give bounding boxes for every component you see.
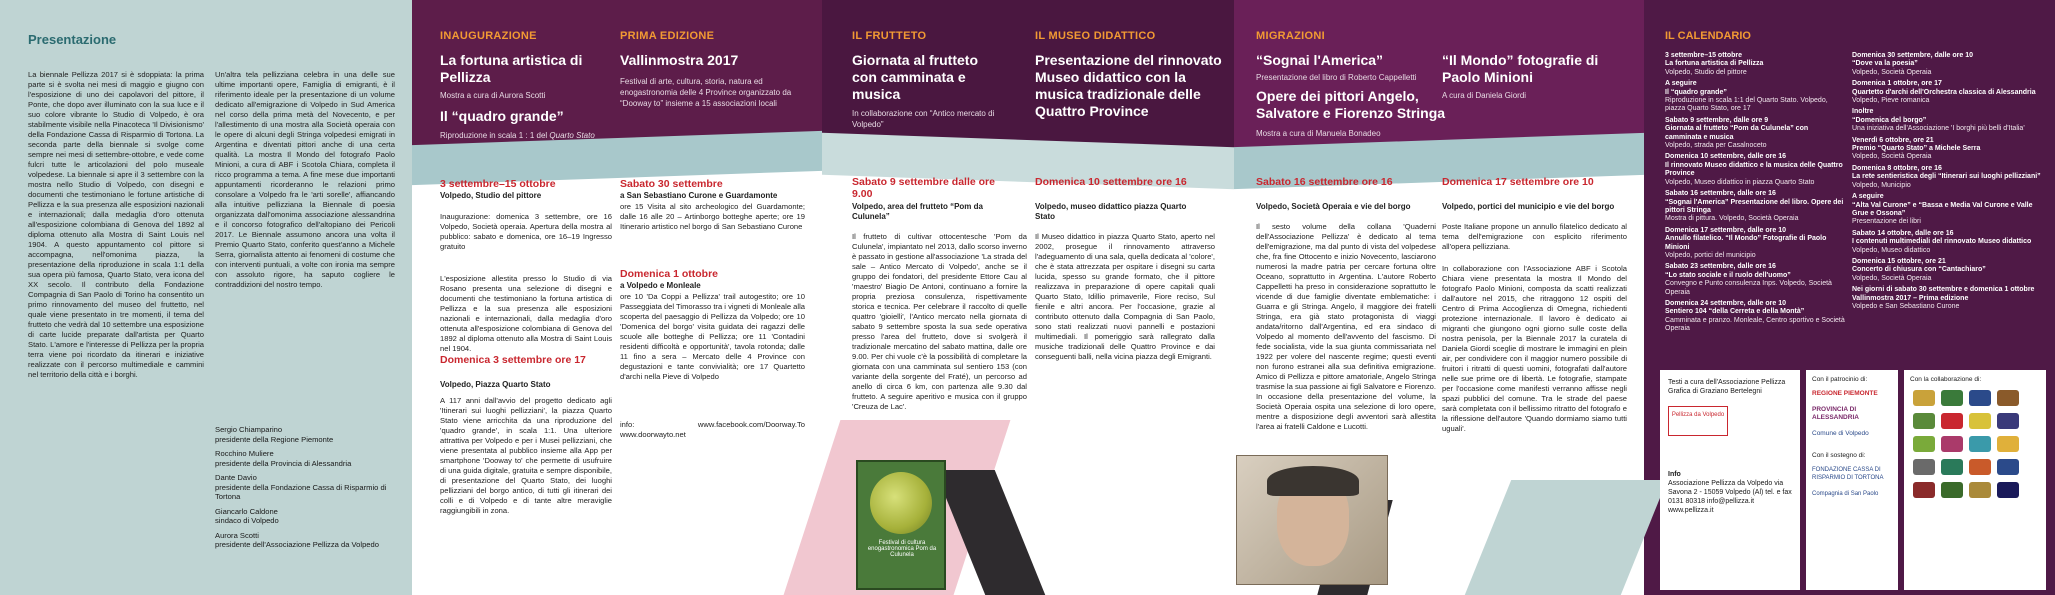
- calendar-entry: [1852, 286, 2042, 311]
- collaborator-logo: [1913, 413, 1935, 429]
- inaugurazione-body-2: L'esposizione allestita presso lo Studio di via Rosano presenta una selezione di disegni e documenti che testimoniano la fortuna artistica di Pellizza e la sua presenza alle esposizioni nazionali e internazionali, dalla medaglia d'oro ottenuta all'esposizione colombiana di Genova del 1892 al diploma ottenuto alla Mostra di Saint Louis nel 1904.: [440, 274, 612, 353]
- quadro-grande-title: Il “quadro grande”: [440, 108, 564, 124]
- intro-title: Presentazione: [28, 32, 117, 47]
- calendar-entry-date: Domenica 30 settembre, dalle ore 10: [1852, 52, 1973, 59]
- calendar-entry-date: Inoltre: [1852, 108, 1874, 116]
- calendar-entry-title: “Alta Val Curone” e “Bassa e Media Val Curone e Valle Grue e Ossona”: [1852, 201, 2033, 217]
- signature-role: presidente della Fondazione Cassa di Risparmio di Tortona: [215, 482, 387, 501]
- calendar-entry: [1852, 230, 2042, 255]
- quadro-grande-sub-italic: Quarto Stato: [549, 131, 595, 140]
- collaborator-logo: [1941, 436, 1963, 452]
- calendar-entry-place: Volpedo, portici del municipio: [1665, 251, 1756, 259]
- frutteto-body: Il frutteto di cultivar ottocentesche 'Pom da Culunela', impiantato nel 2013, dallo scorso inverno è passato in gestione all'associazione 'La strada del sale – Antico Mercato di Volpedo', anche se il gruppo dei fondatori, del presidente Ettore Cau al 'maestro' Biagio De Antoni, continuano a fornire la propria preziosa consulenza, rispettivamente storica e tecnica. Per celebrare il raccolto di quelle quattro 'gioielli', l'Antico mercato nella giornata di sabato 9 settembre sposta la sua sede operativa presso l'area del frutteto, dove si svolgerà il tradizionale mercatino del sabato mattina, dalle ore 9.00. Per chi vuole c'è la possibilità di completare la giornata con una camminata sul sentiero 153 (con variante della sorgente del Fraté), un percorso ad anello di circa 6 km, con partenza alle 9.30 dal frutteto. A seguire aperitivo e musica con il gruppo 'Creuza de Lac'.: [852, 232, 1027, 411]
- calendar-entry-place: Camminata e pranzo. Monleale, Centro sportivo e Società Operaia: [1665, 316, 1845, 333]
- signature-role: presidente della Provincia di Alessandria: [215, 458, 352, 468]
- intro-column-1: La biennale Pellizza 2017 si è sdoppiata: la prima parte si è svolta nei mesi di maggio e giugno con l'esposizione di uno dei capolavori del pittore, il Ponte, che dopo aver illuminato con la sua luce e il suo colore vibrante lo Studio di Volpedo, è ora stabilmente visibile nella Pinacoteca 'Il Divisionismo' della Fondazione Cassa di Risparmio di Tortona. La seconda parte della biennale si svolge come sempre nei mesi di settembre-ottobre, e vede come fulcri tutte le articolazioni del polo museale volpedese. La biennale si apre il 3 settembre con la mostra nello Studio di Volpedo, con disegni e documenti che testimoniano le fortune artistiche di Pellizza e la sua presenza alle esposizioni nazionali e internazionali; dalla medaglia d'oro ottenuta all'esposizione colombiana di Genova del 1892 al diploma ottenuto alla Mostra di Saint Louis nel 1904. A questo appuntamento col pittore si accompagna, nell'omonima piazza, la presentazione della riproduzione in scala 1:1 della sua opera più famosa, Quarto Stato, vera icona del XX secolo. Il contributo della Fondazione Compagnia di San Paolo di Torino ha consentito un primo rinnovamento del museo del fruttetto, nel quale viene presentato in tre momenti, il tema del frutteto che vedrà dal 10 settembre una esposizione di carte lucide preparate dall'artista per Quarto Stato. L'amore e l'interesse di Pellizza per la propria terra viene poi ricordato da itinerari e iniziative realizzate con il percorso multimediale e cammini nel territorio della città e i borghi.: [28, 70, 204, 379]
- migrazioni-title: “Sognai l'America”: [1256, 52, 1384, 68]
- signature-item: [215, 473, 395, 502]
- apple-illustration: [870, 472, 932, 534]
- calendar-entry-title: “Sognai l'America” Presentazione del libro. Opere dei pittori Stringa: [1665, 198, 1844, 214]
- calendar-entry-date: Nei giorni di sabato 30 settembre e domenica 1 ottobre: [1852, 286, 2035, 294]
- museo-body: Il Museo didattico in piazza Quarto Stato, aperto nel 2002, prosegue il rinnovamento attraverso l'adeguamento di una sala, quella dedicata al 'colore', che è stata attrezzata per ospitare i disegni su carta lucida, spesso su grande formato, che il pittore realizzava in preparazione di opere capitali quali Quarto Stato, Idillio primaverile, Fiore reciso, Sul fienile e altri ancora. Per l'occasione, grazie al contributo ottenuto dalla Compagnia di San Paolo, sono stati realizzati nuovi pannelli e postazioni multimediali. Il pomeriggio sarà rallegrato dalla musiche tradizionali delle Quattro Province e dai conseguenti balli, nella vicina piazza degli Emigranti.: [1035, 232, 1215, 361]
- intro-signatures: [215, 425, 395, 555]
- calendar-entry-place: Riproduzione in scala 1:1 del Quarto Stato. Volpedo, piazza Quarto Stato, ore 17: [1665, 97, 1828, 113]
- mondo-curator: A cura di Daniela Giordi: [1442, 91, 1527, 100]
- inaugurazione-body-3: A 117 anni dall'avvio del progetto dedicato agli 'Itinerari sui luoghi pellizziani', la piazza Quarto Stato viene arricchita da una riproduzione del 'quadro grande', in scala 1:1. Una ulteriore attrattiva per Volpedo e per i Musei pellizziani, che viene presentata al pubblico insieme alla App per smartphone 'Dooway to' che permette di usufruire di una guida digitale, gratuita e sempre disponibile, di presentazione del Quarto Stato, dei luoghi pellizziani del borgo antico, di tutti gli itinerari dei colli e di Volpedo e di tante altre meraviglie raggiungibili in zona.: [440, 396, 612, 515]
- inaugurazione-date-2: Domenica 3 settembre ore 17: [440, 354, 586, 366]
- prima-edizione-sub: Festival di arte, cultura, storia, natura ed enogastronomia delle 4 Province organizzato da “Dooway to” insieme a 15 associazioni locali: [620, 77, 792, 108]
- calendar-entry-date: Venerdì 6 ottobre, ore 21: [1852, 136, 1934, 144]
- prima-info: info: www.facebook.com/Doorway.To www.doorwayto.net: [620, 420, 805, 439]
- calendar-entry: [1852, 193, 2042, 227]
- mondo-date: Domenica 17 settembre ore 10: [1442, 176, 1594, 188]
- fondazione-crt-logo: FONDAZIONE CASSA DI RISPARMIO DI TORTONA: [1812, 467, 1884, 481]
- signature-item: [215, 531, 395, 550]
- calendar-entry-place: Volpedo, Società Operaia: [1852, 153, 1932, 161]
- migrazioni-place: Volpedo, Società Operaia e vie del borgo: [1256, 202, 1411, 211]
- compagnia-san-paolo-logo: Compagnia di San Paolo: [1812, 491, 1879, 497]
- calendar-entry-place: Volpedo, Museo didattico: [1852, 246, 1931, 254]
- calendar-entry-place: Convegno e Punto consulenza Inps. Volpedo, Società Operaia: [1665, 280, 1832, 296]
- prima-date: Sabato 30 settembre: [620, 178, 723, 190]
- intro-column-2: Un'altra tela pellizziana celebra in una delle sue ultime importanti opere, Famiglia di emigranti, è il riferimento ideale per la presentazione di un volume dedicato all'emigrazione di Volpedo in Sud America nel corso della prima metà del Novecento, e per l'allestimento di una mostra alla Società operaia con le opere di alcuni degli Stringa volpedesi emigrati in Argentina e diventati pittori anche di una certa qualità. La mostra Il Mondo del fotografo Paolo Minioni, a cura di ABF i Scotola Chiara, completa il ricco programma a tema. A fine mese due importanti appuntamenti ricorderanno le relazioni primo consolare a Volpedo fra le 'arti sorelle', affiancando alla intuitive pellizziana la Biennale di poesia organizzata dall'omonima associazione alessandrina e il concorso fotografico dell'altopiano dei Pericoli 2017. Le Biennale assumono ancora una volta il Premio Quarto Stato, conferito quest'anno a Michele Serra, giornalista attento ai fenomeni di costume che con interventi puntuali, a volte con ironia ma sempre con assoluto rigore, ha saputo cogliere le contraddizioni del nostro tempo.: [215, 70, 395, 289]
- migrazioni-date: Sabato 16 settembre ore 16: [1256, 176, 1393, 188]
- calendar-entry-title: I contenuti multimediali del rinnovato Museo didattico: [1852, 238, 2032, 246]
- collaborator-logo: [1941, 413, 1963, 429]
- calendar-entry-date: Domenica 1 ottobre, ore 17: [1852, 80, 1942, 88]
- migrazioni-body: Il sesto volume della collana 'Quaderni dell'Associazione Pellizza' è dedicato al tema dell'emigrazione, ma dal punto di vista del volpedese che, fra fine Ottocento e inizio Novecento, lasciarono numerosi la madre patria per cercare fortuna oltre Oceano, soprattutto in Argentina. L'autore Roberto Cappelletti ha preso in considerazione soprattutto le vicende di due famiglie diventate emblematiche: i Guarra e gli Stringa. Angelo, il maggiore dei fratelli Stringa, era già stato protagonista di viaggi andata/ritorno dall'Argentina, ed era sindaco di Volpedo al momento dell'avvento del fascismo. Di fede socialista, vide la sua giunta commissariata nel 1922 per volere del nascente regime; questi eventi non furono estranei alla sua definitiva emigrazione. Amico di Pellizza e pittore amatoriale, Angelo Stringa trasmise la sua passione ai figli Salvatore e Fiorenzo. In occasione della presentazione del volume, la Società Operaia ospita una selezione di loro opere, mentre a disposizione degli avventori sarà allestita l'area ai fratelli Caldone e Lucotti.: [1256, 222, 1436, 431]
- calendar-entry-title: Quartetto d'archi dell'Orchestra classica di Alessandria: [1852, 88, 2036, 96]
- calendar-entry: [1852, 108, 2042, 133]
- collaborazione-label: Con la collaborazione di:: [1910, 376, 1982, 383]
- signature-name: Aurora Scotti: [215, 530, 259, 540]
- calendar-entry-place: Una iniziativa dell'Associazione 'I borghi più belli d'Italia': [1852, 125, 2025, 133]
- calendar-entry: [1852, 52, 2042, 77]
- calendar-entry-date: Domenica 24 settembre, dalle ore 10: [1665, 299, 1786, 307]
- collaborator-logo: [1941, 459, 1963, 475]
- calendar-entry: [1852, 80, 2042, 105]
- prima-place: a San Sebastiano Curone e Guardamonte: [620, 191, 778, 200]
- calendar-column-1: [1665, 52, 1845, 337]
- collaborator-logo: [1969, 459, 1991, 475]
- migrazioni-curator: Mostra a cura di Manuela Bonadeo: [1256, 129, 1381, 138]
- calendar-entry-place: Volpedo, strada per Casalnoceto: [1665, 142, 1767, 150]
- credits-info: Associazione Pellizza da Volpedo via Savona 2 - 15059 Volpedo (Al) tel. e fax 0131 80318 info@pellizza.it www.pellizza.it: [1668, 480, 1792, 514]
- calendar-entry: [1665, 80, 1845, 114]
- calendar-entry: [1665, 52, 1845, 77]
- inaugurazione-curator: Mostra a cura di Aurora Scotti: [440, 91, 546, 100]
- calendar-entry: [1665, 227, 1845, 261]
- frutteto-label: IL FRUTTETO: [852, 30, 927, 42]
- signature-item: [215, 425, 395, 444]
- calendar-entry-place: Volpedo, Municipio: [1852, 181, 1911, 189]
- calendar-entry: [1665, 300, 1845, 334]
- collaborator-logo: [1969, 482, 1991, 498]
- collaborator-logo: [1913, 436, 1935, 452]
- portrait-hat: [1267, 466, 1359, 496]
- calendar-entry-date: Domenica 15 ottobre, ore 21: [1852, 257, 1946, 265]
- calendar-entry-title: “Domenica del borgo”: [1852, 116, 1927, 124]
- inaugurazione-place: Volpedo, Studio del pittore: [440, 191, 542, 200]
- patrocinio-label: Con il patrocinio di:: [1812, 376, 1868, 383]
- collaborator-logo: [1997, 436, 2019, 452]
- quadro-grande-sub: [440, 130, 620, 141]
- calendar-entry: [1665, 153, 1845, 187]
- inaugurazione-place-2: Volpedo, Piazza Quarto Stato: [440, 380, 551, 389]
- calendar-column-2: [1852, 52, 2042, 314]
- quadro-grande-sub-text: Riproduzione in scala 1 : 1 del: [440, 131, 548, 140]
- calendar-entry-date: A seguire: [1852, 193, 1884, 201]
- calendar-entry-date: Sabato 14 ottobre, dalle ore 16: [1852, 229, 1954, 237]
- calendar-entry-title: Il rinnovato Museo didattico e la musica delle Quattro Province: [1665, 161, 1843, 178]
- calendar-entry-place: Volpedo, Pieve romanica: [1852, 97, 1930, 105]
- calendar-entry-title: “Dove va la poesia”: [1852, 60, 1918, 68]
- collaborator-logo: [1913, 390, 1935, 406]
- calendar-entry-title: Il “quadro grande”: [1665, 88, 1727, 96]
- prima-body-2: ore 10 'Da Coppi a Pellizza' trail autogestito; ore 10 Passeggiata del Timorasso tra i vigneti di Monleale alla scoperta del paesaggio di Pellizza da Volpedo; ore 10 'Domenica del borgo' visita guidata dei ragazzi delle scuole alle botteghe di Pellizza; ore 11 'Contadini residenti difficoltà e opportunità', tavola rotonda; dalle 11 fino a sera – Mercato delle 4 Province con degustazioni e tante convivialità; ore 17 Quartetto d'archi nella Pieve di Volpedo: [620, 292, 805, 381]
- museo-place: Volpedo, museo didattico piazza Quarto Stato: [1035, 202, 1187, 221]
- calendar-entry-title: La rete sentieristica degli “Itinerari sui luoghi pellizziani”: [1852, 173, 2041, 181]
- calendar-entry-title: “Lo stato sociale e il ruolo dell'uomo”: [1665, 271, 1791, 279]
- calendar-entry-title: Concerto di chiusura con “Cantachiaro”: [1852, 266, 1986, 274]
- museo-date: Domenica 10 settembre ore 16: [1035, 176, 1187, 188]
- stringa-portrait-photo: [1236, 455, 1388, 585]
- prima-date-2: Domenica 1 ottobre: [620, 268, 719, 280]
- calendar-entry-place: Volpedo, Società Operaia: [1852, 68, 1932, 76]
- calendar-entry: [1852, 137, 2042, 162]
- calendar-entry-place: Volpedo e San Sebastiano Curone: [1852, 302, 1960, 310]
- calendar-entry-date: Sabato 16 settembre, dalle ore 16: [1665, 190, 1776, 198]
- calendar-entry-date: Domenica 10 settembre, dalle ore 16: [1665, 153, 1786, 161]
- comune-volpedo-logo: Comune di Volpedo: [1812, 430, 1869, 437]
- signature-name: Rocchino Muliere: [215, 449, 274, 458]
- frutteto-poster-image: [856, 460, 946, 590]
- signature-name: Giancarlo Caldone: [215, 506, 278, 516]
- inaugurazione-title: La fortuna artistica di Pellizza: [440, 52, 583, 85]
- migrazioni-label: MIGRAZIONI: [1256, 30, 1325, 42]
- mondo-title: “Il Mondo” fotografie di Paolo Minioni: [1442, 52, 1599, 85]
- signature-role: presidente dell'Associazione Pellizza da Volpedo: [215, 540, 379, 549]
- frutteto-date: Sabato 9 settembre dalle ore 9.00: [852, 176, 995, 200]
- calendar-entry: [1852, 165, 2042, 190]
- calendar-entry-title: Annullo filatelico. “Il Mondo” Fotografie di Paolo Minioni: [1665, 235, 1827, 251]
- calendar-entry-place: Presentazione dei libri: [1852, 218, 1921, 226]
- inaugurazione-label: INAUGURAZIONE: [440, 30, 537, 42]
- prima-place-2: a Volpedo e Monleale: [620, 281, 701, 290]
- signature-name: Dante Davio: [215, 473, 257, 482]
- credits-text: Testi a cura dell'Associazione Pellizza Grafica di Graziano Bertelegni: [1668, 379, 1786, 395]
- calendar-entry-date: Sabato 23 settembre, dalle ore 16: [1665, 263, 1776, 271]
- signature-item: [215, 449, 395, 468]
- museo-title: Presentazione del rinnovato Museo didattico con la musica tradizionale delle Quattro Province: [1035, 52, 1222, 119]
- calendar-entry-date: 3 settembre–15 ottobre: [1665, 52, 1743, 59]
- collaborator-logo: [1913, 482, 1935, 498]
- collaborator-logo: [1913, 459, 1935, 475]
- calendario-label: IL CALENDARIO: [1665, 30, 1751, 42]
- calendar-entry-date: Domenica 8 ottobre, ore 16: [1852, 164, 1942, 172]
- collaborazione-box: [1904, 370, 2046, 590]
- prima-edizione-title: Vallinmostra 2017: [620, 52, 739, 68]
- collaborator-logo: [1941, 390, 1963, 406]
- patrocinio-box: [1806, 370, 1898, 590]
- calendar-entry-date: Sabato 9 settembre, dalle ore 9: [1665, 116, 1769, 124]
- calendar-entry: [1665, 117, 1845, 151]
- collaborator-logo: [1997, 413, 2019, 429]
- frutteto-sub: In collaborazione con “Antico mercato di Volpedo”: [852, 109, 995, 129]
- mondo-body-2: In collaborazione con l'Associazione ABF i Scotola Chiara viene presentata la mostra Il Mondo del fotografo Paolo Minioni, composta da scatti realizzati dall'autore nel 2015, che ritraggono 12 ospiti del Centro di Prima Accoglienza di Omegna, richiedenti protezione internazionale. Il lavoro è dedicato ai migranti che giungono ogni giorno sulle coste della nostra penisola, per la Biennale 2017 la curatela di Daniela Giordi sceglie di mostrare le immagini en plein air, per condividere con il maggior numero possibile di fruitori i ritratti di questi uomini, fotografati dall'autore nelle sue prime ore di libertà. Le fotografie, stampate per l'occasione come manifesti verranno affisse negli spazi pubblici del comune. Tra le strade del paese sarà completata con il bellissimo ritratto del fotografo e la riflessione dell'autore 'Quando dormiamo siamo tutti uguali'.: [1442, 264, 1627, 433]
- inaugurazione-date: 3 settembre–15 ottobre: [440, 178, 556, 190]
- frutteto-title: Giornata al frutteto con camminata e musica: [852, 52, 979, 102]
- provincia-alessandria-logo: PROVINCIA DI ALESSANDRIA: [1812, 406, 1859, 421]
- museo-label: IL MUSEO DIDATTICO: [1035, 30, 1156, 42]
- sostegno-label: Con il sostegno di:: [1812, 452, 1866, 459]
- collaborator-logo: [1941, 482, 1963, 498]
- signature-name: Sergio Chiamparino: [215, 425, 283, 434]
- calendar-entry-place: Volpedo, Studio del pittore: [1665, 68, 1747, 76]
- prima-body-1: ore 15 Visita al sito archeologico del Guardamonte; dalle 16 alle 20 – Artinborgo botteghe aperte; ore 19 Itinerario artistico nel borgo di San Sebastiano Curone: [620, 202, 805, 231]
- signature-item: [215, 507, 395, 526]
- collaborator-logo: [1969, 390, 1991, 406]
- calendar-entry-place: Mostra di pittura. Volpedo, Società Operaia: [1665, 215, 1799, 223]
- calendar-entry-title: La fortuna artistica di Pellizza: [1665, 60, 1764, 68]
- calendar-entry-title: Giornata al frutteto “Pom da Culunela” con camminata e musica: [1665, 125, 1809, 141]
- collaborator-logo: [1997, 390, 2019, 406]
- frutteto-place: Volpedo, area del frutteto “Pom da Culunela”: [852, 202, 983, 221]
- migrazioni-sub: Presentazione del libro di Roberto Cappelletti: [1256, 73, 1417, 82]
- calendar-entry: [1852, 258, 2042, 283]
- stringa-title: Opere dei pittori Angelo, Salvatore e Fiorenzo Stringa: [1256, 88, 1446, 121]
- collaborator-logo: [1969, 436, 1991, 452]
- collaborator-logo: [1997, 459, 2019, 475]
- signature-role: sindaco di Volpedo: [215, 516, 279, 525]
- calendar-entry-title: Premio “Quarto Stato” a Michele Serra: [1852, 145, 1981, 153]
- calendar-entry-title: Sentiero 104 “della Cerreta e della Montà”: [1665, 308, 1805, 316]
- mondo-body-1: Poste Italiane propone un annullo filatelico dedicato al tema dell'emigrazione con esplicito riferimento all'opera pellizziana.: [1442, 222, 1627, 251]
- info-label: Info: [1668, 471, 1681, 478]
- collaborator-logo: [1997, 482, 2019, 498]
- calendar-entry: [1665, 263, 1845, 297]
- calendar-entry: [1665, 190, 1845, 224]
- signature-role: presidente della Regione Piemonte: [215, 434, 334, 444]
- poster-caption: Festival di cultura enogastronomica Pom da Culunela: [867, 540, 937, 558]
- calendar-entry-date: A seguire: [1665, 80, 1697, 88]
- calendar-entry-title: Vallinmostra 2017 – Prima edizione: [1852, 294, 1969, 302]
- collaborator-logos: [1910, 388, 2040, 503]
- prima-edizione-label: PRIMA EDIZIONE: [620, 30, 715, 42]
- regione-piemonte-logo: REGIONE PIEMONTE: [1812, 390, 1878, 397]
- credits-box: [1660, 370, 1800, 590]
- inaugurazione-body-1: Inaugurazione: domenica 3 settembre, ore 16 Volpedo, Società operaia. Apertura della mostra al pubblico: sabato e domenica, ore 16–19 Ingresso gratuito: [440, 212, 612, 251]
- association-logo: Pellizza da Volpedo: [1668, 406, 1728, 436]
- calendar-entry-place: Volpedo, Museo didattico in piazza Quarto Stato: [1665, 178, 1815, 186]
- calendar-entry-date: Domenica 17 settembre, dalle ore 10: [1665, 226, 1786, 234]
- collaborator-logo: [1969, 413, 1991, 429]
- mondo-place: Volpedo, portici del municipio e vie del borgo: [1442, 202, 1615, 211]
- calendar-entry-place: Volpedo, Società Operaia: [1852, 274, 1932, 282]
